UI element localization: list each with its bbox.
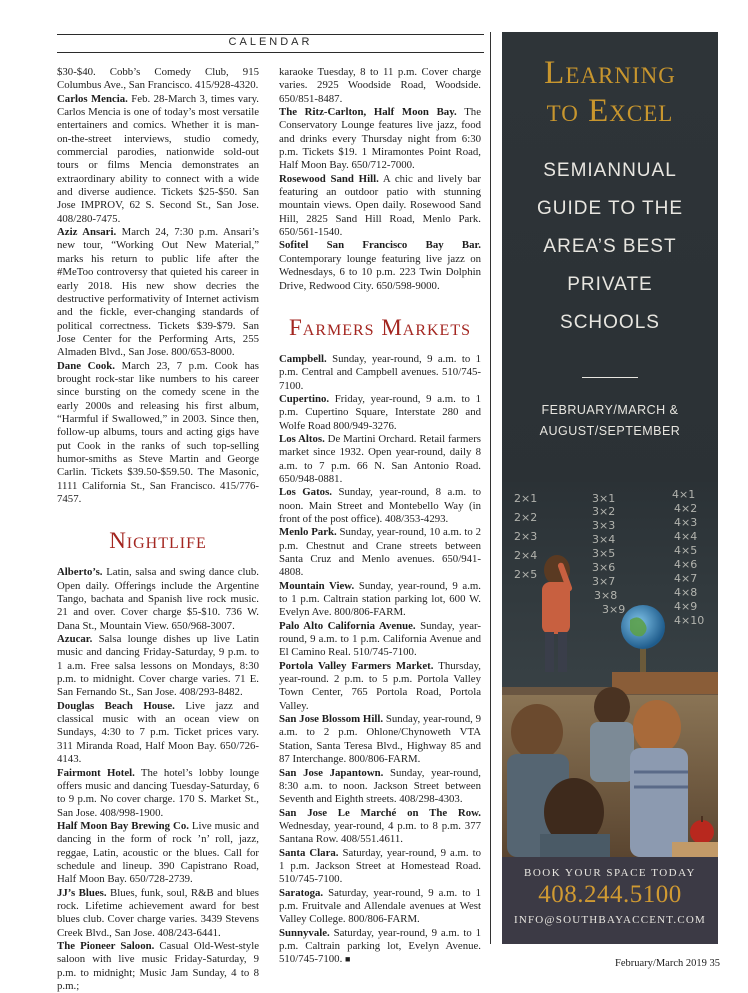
chalk-text: 3×4: [592, 533, 616, 546]
footer-issue: February/March 2019: [615, 958, 707, 969]
listing-entry: [279, 580, 481, 620]
students: [507, 687, 688, 857]
listing-name: Dane Cook.: [57, 359, 115, 372]
chalk-text: 3×9: [602, 603, 626, 616]
listing-entry: [57, 226, 259, 359]
nightlife-entries: [57, 566, 259, 993]
listing-name: The Pioneer Saloon.: [57, 939, 155, 952]
ad-book-label: BOOK YOUR SPACE TODAY: [524, 867, 696, 879]
listing-details: De Martini Orchard. Retail farmers market since 1932. Open year-round, daily 8 a.m. to 7 p.m. 66 N. San Antonio Road. 650/948-0881.: [279, 432, 481, 485]
ad-title-line2: to Excel: [546, 93, 674, 129]
listing-name: Menlo Park.: [279, 526, 337, 539]
ad-subtitle-line: AREA’S BEST: [543, 236, 677, 257]
chalk-text: 2×5: [514, 568, 538, 581]
nightlife-entries-continued: [279, 66, 481, 293]
ad-email[interactable]: INFO@SOUTHBAYACCENT.COM: [513, 914, 707, 926]
listing-details: Sunday, year-round, 9 a.m. to 2 p.m. Ohlone/Chynoweth VTA Station, Santa Teresa Blvd., Highway 85 and 87 Interchange. 800/806-FARM.: [279, 713, 481, 766]
listing-entry: [279, 807, 481, 847]
column-divider: [490, 32, 491, 944]
listing-entry: [279, 927, 481, 967]
listing-entry: [279, 660, 481, 713]
listing-entry: [279, 433, 481, 486]
listing-name: Sofitel San Francisco Bay Bar.: [279, 239, 481, 252]
listing-name: Fairmont Hotel.: [57, 766, 135, 779]
ad-phone[interactable]: 408.244.5100: [538, 881, 682, 908]
listing-details: Latin, salsa and swing dance club. Open daily. Offerings include the Argentine Tango, bachata and Spanish live rock music. 21 and over. Cover charge $5-$10. 736 W. Dana St., Mountain View. 650/968-3007.: [57, 566, 259, 632]
listing-details: Blues, funk, soul, R&B and blues rock. Lifetime achievement award for best blues club. Cover charge varies. 3439 Stevens Creek Blvd., San Jose. 408/243-6441.: [57, 886, 259, 939]
listing-details: Sunday, year-round, 8 a.m. to noon. Main Street and Montebello Way (in front of the post office). 408/353-4293.: [279, 486, 481, 525]
listing-entry: [57, 66, 259, 93]
listing-name: Saratoga.: [279, 886, 324, 899]
header-bottom-rule: [57, 52, 484, 53]
ad-title: [502, 54, 718, 130]
chalk-text: 4×1: [672, 488, 696, 501]
listing-name: Azucar.: [57, 633, 93, 646]
listing-name: Los Altos.: [279, 432, 325, 445]
listing-name: Los Gatos.: [279, 486, 332, 499]
end-mark: ■: [344, 954, 351, 965]
listing-name: Carlos Mencia.: [57, 92, 128, 105]
listing-entry: [57, 767, 259, 820]
chalk-text: 3×8: [594, 589, 618, 602]
listing-entry: [57, 700, 259, 767]
listing-entry: [279, 887, 481, 927]
listing-name: The Ritz-Carlton, Half Moon Bay.: [279, 106, 457, 119]
listing-details: Casual Old-West-style saloon with live music Friday-Saturday, 9 p.m. to midnight; Music Jam Sunday, 4 to 8 p.m.;: [57, 939, 259, 992]
listing-entry: [279, 847, 481, 887]
listing-entry: [57, 566, 259, 633]
chalk-text: 3×6: [592, 561, 616, 574]
listing-entry: [57, 887, 259, 940]
ad-subtitle-line: GUIDE TO THE: [536, 198, 684, 219]
chalk-text: 4×7: [674, 572, 698, 585]
listing-entry: [57, 940, 259, 993]
listing-entry: [279, 353, 481, 393]
listing-details: Salsa lounge dishes up live Latin music and dancing Friday-Saturday, 9 p.m. to 1 a.m. Free salsa lessons on Mondays, 8:30 p.m. to midnight. Cover charge varies. 71 E. San Fernando St., San Jose. 408/293-8482.: [57, 633, 259, 699]
listing-details: Friday, year-round, 9 a.m. to 1 p.m. Cupertino Square, Interstate 280 and Wolfe Road 800/949-3276.: [279, 392, 481, 432]
listing-name: JJ’s Blues.: [57, 886, 107, 899]
chalk-text: 4×2: [674, 502, 698, 515]
classroom-photo: [502, 482, 718, 857]
ad-divider: [582, 377, 638, 378]
student-desk: [672, 842, 718, 857]
listing-entry: [57, 93, 259, 226]
chalk-text: 4×10: [674, 614, 705, 627]
listing-name: San Jose Le Marché on The Row.: [279, 806, 481, 819]
footer-page-number: 35: [709, 958, 720, 969]
ad-dates-line1: FEBRUARY/MARCH &: [541, 403, 679, 417]
chalk-text: 4×6: [674, 558, 698, 571]
chalk-text: 4×4: [674, 530, 698, 543]
listing-entry: [279, 767, 481, 807]
ad-dates: [502, 400, 718, 442]
listing-name: Campbell.: [279, 352, 327, 365]
right-column: [279, 66, 481, 967]
listing-details: Sunday, year-round, 9 a.m. to 1 p.m. Central and Campbell avenues. 510/745-7100.: [279, 352, 482, 392]
chalk-text: 3×5: [592, 547, 616, 560]
chalk-text: 2×1: [514, 492, 538, 505]
listing-name: Half Moon Bay Brewing Co.: [57, 819, 189, 832]
ad-contact-band: [502, 857, 718, 944]
listing-details: Saturday, year-round, 9 a.m. to 1 p.m. Jackson Street at Homestead Road. 510/745-7100.: [279, 846, 482, 886]
ad-subtitle: [502, 152, 718, 342]
header-top-rule: [57, 34, 484, 35]
listing-name: Sunnyvale.: [279, 926, 330, 939]
listing-details: Thursday, year-round. 2 p.m. to 5 p.m. Portola Valley Town Center, 765 Portola Road, Portola Valley.: [279, 659, 481, 712]
listing-details: The Conservatory Lounge features live jazz, food and drinks every Thursday night from 6:30 p.m. Tickets $19. 1 Miramontes Point Road, Half Moon Bay. 650/712-7000.: [279, 106, 481, 172]
chalk-text: 4×5: [674, 544, 698, 557]
teacher-desk: [612, 672, 718, 694]
chalk-text: 2×3: [514, 530, 538, 543]
listing-entry: [279, 106, 481, 173]
listing-entry: [57, 633, 259, 700]
chalk-text: 4×3: [674, 516, 698, 529]
listing-details: Contemporary lounge featuring live jazz on Wednesdays, 6 to 10 p.m. 223 Twin Dolphin Drive, Redwood City. 650/598-9000.: [279, 252, 481, 292]
listing-name: Aziz Ansari.: [57, 226, 117, 239]
ad-title-line1: Learning: [544, 55, 676, 91]
left-column: [57, 66, 259, 993]
listing-name: Cupertino.: [279, 392, 330, 405]
ad-subtitle-line: PRIVATE: [567, 274, 653, 295]
listing-details: The hotel’s lobby lounge offers music and dancing Tuesday-Saturday, 6 to 9 p.m. No cover charge. 170 S. Market St., San Jose. 408/998-1900.: [57, 766, 259, 819]
chalk-text: 4×8: [674, 586, 698, 599]
listing-entry: [279, 713, 481, 766]
farmers-markets-heading: Farmers Markets: [288, 314, 471, 340]
listing-name: Palo Alto California Avenue.: [279, 619, 416, 632]
listing-entry: [279, 66, 481, 106]
ad-subtitle-line: SCHOOLS: [560, 312, 660, 333]
listing-details: Sunday, year-round, 9 a.m. to 1 p.m. Caltrain station parking lot, 600 W. Evelyn Ave. 800/806-FARM.: [279, 579, 481, 619]
chalk-text: 3×3: [592, 519, 616, 532]
listing-name: Mountain View.: [279, 579, 355, 592]
ad-dates-line2: AUGUST/SEPTEMBER: [539, 424, 681, 438]
listing-name: San Jose Blossom Hill.: [279, 713, 384, 726]
listing-name: San Jose Japantown.: [279, 766, 384, 779]
listing-details: Sunday, year-round, 8:30 a.m. to noon. Jackson Street between Seventh and Eighth streets. 408/298-4303.: [279, 766, 481, 806]
chalk-text: 4×9: [674, 600, 698, 613]
chalk-text: 3×7: [592, 575, 616, 588]
listing-name: Santa Clara.: [279, 846, 339, 859]
listing-details: Sunday, year-round, 9 a.m. to 1 p.m. California Avenue and El Camino Real. 510/745-7100.: [279, 619, 481, 659]
listing-entry: [279, 620, 481, 660]
listing-entry: [57, 820, 259, 887]
chalk-text: 3×1: [592, 492, 616, 505]
listing-entry: [279, 393, 481, 433]
listing-details: Saturday, year-round, 9 a.m. to 1 p.m. Caltrain parking lot, Evelyn Avenue. 510/745-7100.: [279, 926, 481, 966]
listing-name: Alberto’s.: [57, 566, 103, 579]
listing-details: Saturday, year-round, 9 a.m. to 1 p.m. Fruitvale and Allendale avenues at West Valley College. 800/806-FARM.: [279, 886, 481, 926]
farmers-markets-entries: [279, 353, 481, 967]
listing-details: Wednesday, year-round, 4 p.m. to 8 p.m. 377 Santana Row. 408/551.4611.: [279, 819, 481, 846]
listing-name: Douglas Beach House.: [57, 699, 175, 712]
comedy-entries: [57, 66, 259, 506]
listing-details: Live music and dancing in the form of rock ’n’ roll, jazz, reggae, Latin, acoustic or the blues. Call for schedule and lineup. 390 Capistrano Road, Half Moon Bay. 650/728-2739.: [57, 819, 259, 886]
section-label: CALENDAR: [228, 36, 313, 48]
listing-details: Sunday, year-round, 10 a.m. to 2 p.m. Chestnut and Crane streets between Santa Cruz and Menlo avenues. 650/941-4808.: [279, 526, 482, 579]
chalk-text: 2×4: [514, 549, 538, 562]
listing-details: karaoke Tuesday, 8 to 11 p.m. Cover charge varies. 2925 Woodside Road, Woodside. 650/851-8487.: [279, 66, 481, 105]
listing-details: March 24, 7:30 p.m. Ansari’s new tour, “Working Out New Material,” marks his return to public life after the #MeToo controversy that quieted his career in early 2018. His new show decries the destructive performativity of Internet activism and the fickle, ever-changing standards of political correctness. Tickets $39-$79. San Jose Center for the Performing Arts, 255 Almaden Blvd., San Jose. 800/653-8000.: [57, 226, 259, 359]
listing-entry: [279, 239, 481, 292]
listing-details: $30-$40. Cobb’s Comedy Club, 915 Columbus Ave., San Francisco. 415/928-4320.: [57, 66, 259, 92]
page-footer: [560, 958, 720, 969]
listing-entry: [279, 526, 481, 579]
listing-details: March 23, 7 p.m. Cook has brought rock-star like numbers to his career since bursting on the comedy scene in the early 2000s and releasing his first album, “Harmful if Swallowed,” in 2003. Since then, follow-up albums, tours and acting gigs have put Cook in the ranks of such top-selling humor-smiths as Steve Martin and George Carlin. Tickets $39.50-$59.50. The Masonic, 1111 California St., San Francisco. 415/776-7457.: [57, 359, 259, 505]
chalk-text: 3×2: [592, 505, 616, 518]
listing-entry: [279, 173, 481, 240]
listing-details: A chic and lively bar featuring an outdoor patio with stunning mountain views. Open daily. Rosewood Sand Hill, 2825 Sand Hill Road, Menlo Park. 650/561-1540.: [279, 172, 481, 239]
listing-name: Portola Valley Farmers Market.: [279, 659, 434, 672]
listing-name: Rosewood Sand Hill.: [279, 172, 379, 185]
nightlife-heading: Nightlife: [109, 528, 207, 554]
listing-entry: [57, 360, 259, 507]
ad-subtitle-line: SEMIANNUAL: [543, 160, 677, 181]
chalk-text: 2×2: [514, 511, 538, 524]
listing-details: Feb. 28-March 3, times vary. Carlos Mencia is one of today’s most versatile entertainers and comics. Whether it is man-on-the-street interviews, studio comedy, commercial parodies, nationwide sold-out tours or films Mencia demonstrates an extraordinary ability to connect with a wide and diverse audience. Tickets $25-$50. San Jose IMPROV, 62 S. Second St., San Jose. 408/280-7475.: [57, 92, 260, 225]
listing-details: Live jazz and classical music with an ocean view on Sundays, 4:30 to 7 p.m. Ticket prices vary. 311 Miranda Road, Half Moon Bay. 650/726-4143.: [57, 699, 260, 766]
school-guide-ad[interactable]: [502, 32, 718, 944]
listing-entry: [279, 486, 481, 526]
